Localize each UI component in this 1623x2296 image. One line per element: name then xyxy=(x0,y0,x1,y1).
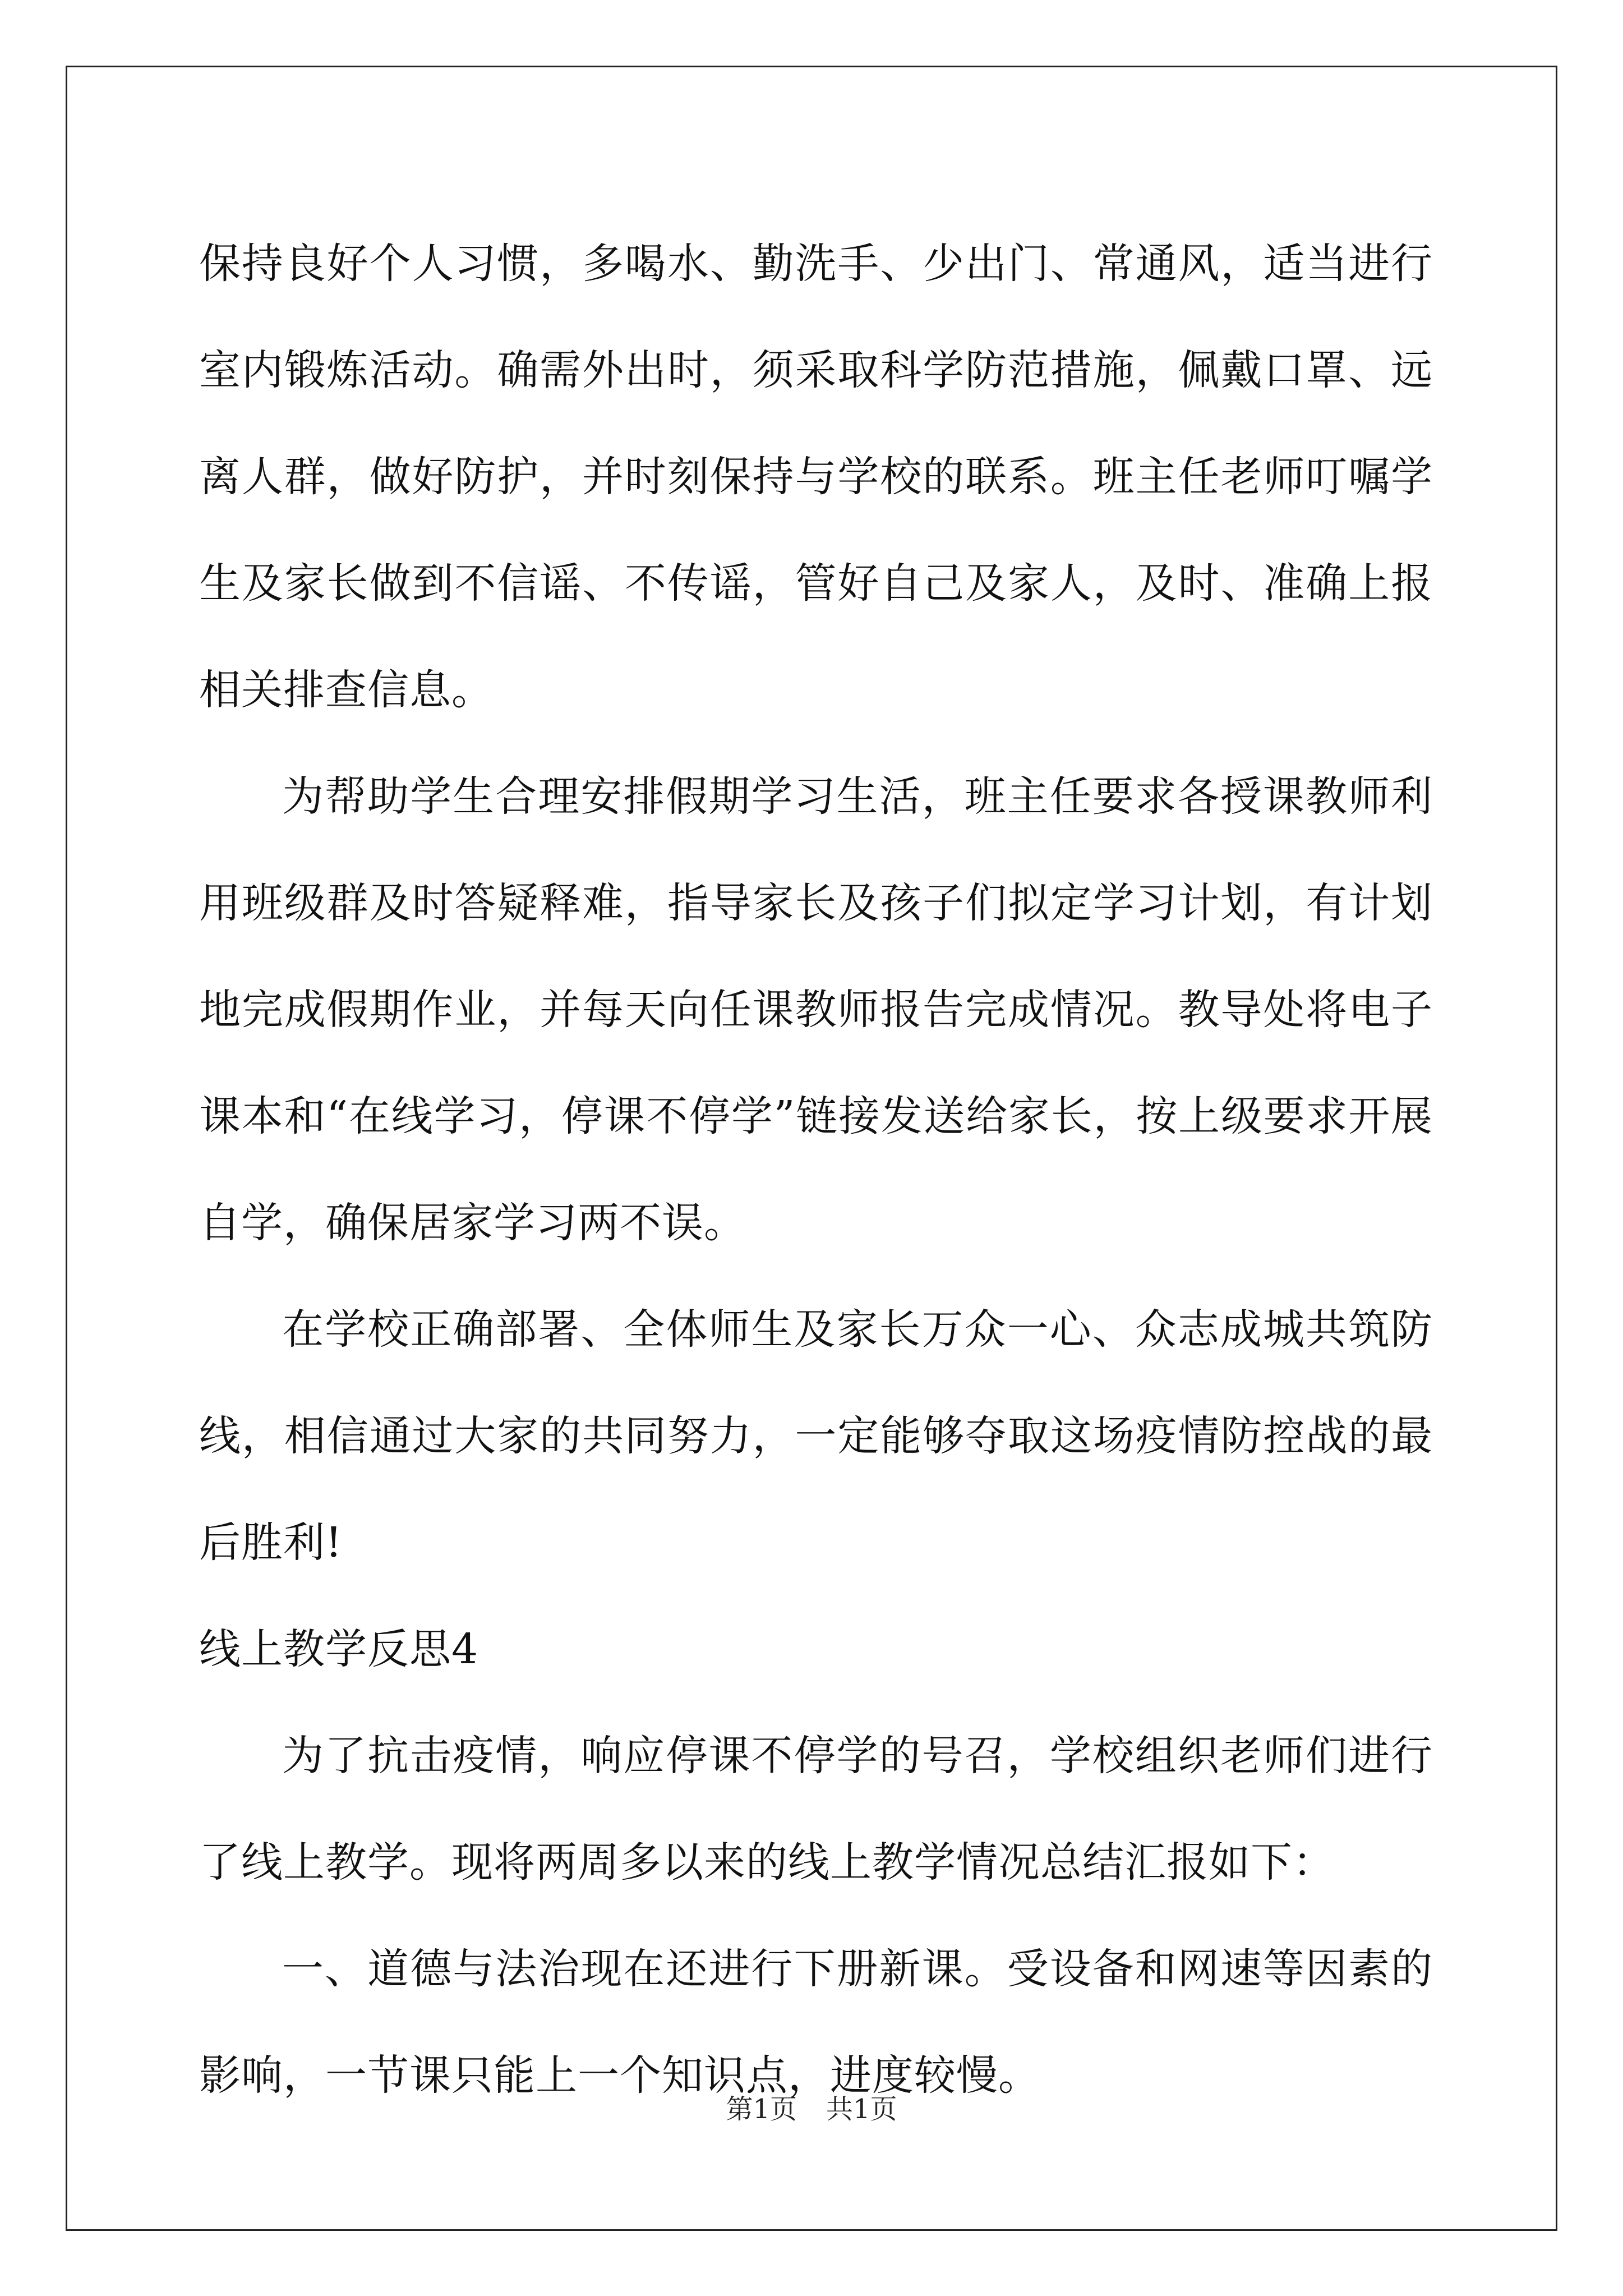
paragraph-online-teaching-intro: 为了抗击疫情，响应停课不停学的号召，学校组织老师们进行了线上教学。现将两周多以来的线上教学情况总结汇报如下： xyxy=(199,1732,1433,1887)
paragraph-closing: 在学校正确部署、全体师生及家长万众一心、众志成城共筑防线，相信通过大家的共同努力，一定能够夺取这场疫情防控战的最后胜利! xyxy=(199,1305,1433,1567)
paragraph-holiday-study: 为帮助学生合理安排假期学习生活，班主任要求各授课教师利用班级群及时答疑释难，指导家长及孩子们拟定学习计划，有计划地完成假期作业，并每天向任课教师报告完成情况。教导处将电子课本和“在线学习，停课不停学”链接发送给家长，按上级要求开展自学，确保居家学习两不误。 xyxy=(199,772,1433,1247)
document-body xyxy=(199,210,1433,2129)
page-number-current: 第1页 xyxy=(726,2093,797,2125)
section-heading: 线上教学反思4 xyxy=(199,1625,479,1673)
page-footer xyxy=(0,2092,1623,2126)
page-number-total: 共1页 xyxy=(826,2093,897,2125)
paragraph-hygiene-advice: 保持良好个人习惯，多喝水、勤洗手、少出门、常通风，适当进行室内锻炼活动。确需外出时，须采取科学防范措施，佩戴口罩、远离人群，做好防护，并时刻保持与学校的联系。班主任老师叮嘱学生及家长做到不信谣、不传谣，管好自己及家人，及时、准确上报相关排查信息。 xyxy=(199,240,1433,714)
paragraph-ethics-and-law: 一、道德与法治现在还进行下册新课。受设备和网速等因素的影响，一节课只能上一个知识点，进度较慢。 xyxy=(199,1945,1433,2100)
